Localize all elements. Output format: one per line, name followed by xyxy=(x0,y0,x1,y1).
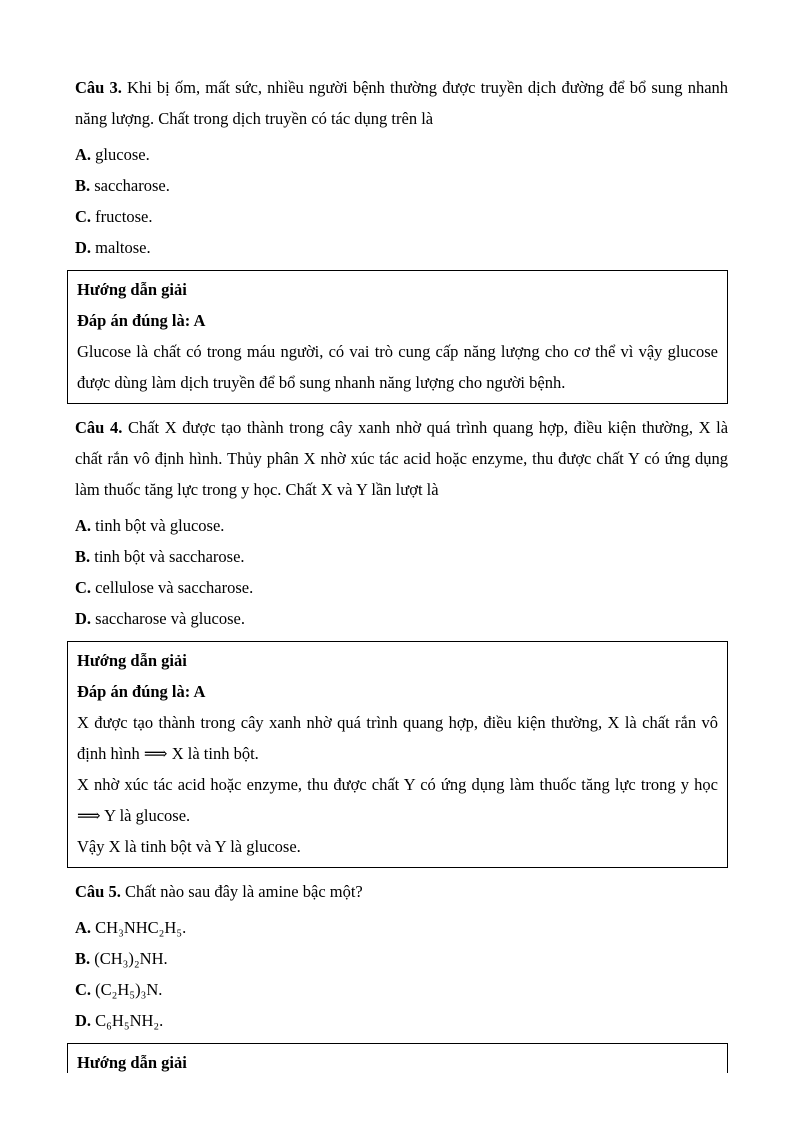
solution-paragraph: Glucose là chất có trong máu người, có vai trò cung cấp năng lượng cho cơ thể vì vậy glucose được dùng làm dịch truyền để bổ sung nhanh năng lượng cho người bệnh. xyxy=(77,342,718,392)
solution-title: Hướng dẫn giải xyxy=(77,651,187,670)
option-text: saccharose và glucose. xyxy=(95,609,245,628)
option-label: C. xyxy=(75,980,92,999)
question-text xyxy=(67,876,728,907)
option-label: D. xyxy=(75,238,92,257)
option-label: C. xyxy=(75,207,92,226)
question-number: Câu 3. xyxy=(75,78,122,97)
question-text xyxy=(67,412,728,505)
option-text: fructose. xyxy=(95,207,153,226)
option-text: maltose. xyxy=(95,238,151,257)
option-label: B. xyxy=(75,547,91,566)
question-4 xyxy=(67,412,728,868)
solution-answer: Đáp án đúng là: A xyxy=(77,311,206,330)
option-text: (CH₃)₂NH. xyxy=(94,949,168,968)
option-text: glucose. xyxy=(95,145,150,164)
solution-answer: Đáp án đúng là: A xyxy=(77,682,206,701)
option-label: A. xyxy=(75,516,92,535)
option-a xyxy=(67,912,728,943)
option-d xyxy=(67,232,728,263)
solution-box xyxy=(67,270,728,404)
option-text: CH₃NHC₂H₅. xyxy=(95,918,187,937)
option-label: B. xyxy=(75,949,91,968)
solution-title: Hướng dẫn giải xyxy=(77,1053,187,1072)
option-label: B. xyxy=(75,176,91,195)
question-number: Câu 5. xyxy=(75,882,121,901)
option-label: D. xyxy=(75,1011,92,1030)
question-text xyxy=(67,72,728,134)
solution-title: Hướng dẫn giải xyxy=(77,280,187,299)
option-c xyxy=(67,201,728,232)
option-text: tinh bột và glucose. xyxy=(95,516,225,535)
option-label: C. xyxy=(75,578,92,597)
option-b xyxy=(67,541,728,572)
option-text: (C₂H₅)₃N. xyxy=(95,980,163,999)
option-c xyxy=(67,572,728,603)
option-b xyxy=(67,943,728,974)
option-a xyxy=(67,139,728,170)
option-label: A. xyxy=(75,918,92,937)
option-d xyxy=(67,1005,728,1036)
solution-paragraph: X nhờ xúc tác acid hoặc enzyme, thu được chất Y có ứng dụng làm thuốc tăng lực trong y học ⟹ Y là glucose. xyxy=(77,775,718,825)
option-b xyxy=(67,170,728,201)
option-a xyxy=(67,510,728,541)
solution-box xyxy=(67,641,728,868)
option-text: saccharose. xyxy=(94,176,170,195)
option-text: C₆H₅NH₂. xyxy=(95,1011,164,1030)
question-body: Khi bị ốm, mất sức, nhiều người bệnh thường được truyền dịch đường để bổ sung nhanh năng lượng. Chất trong dịch truyền có tác dụng trên là xyxy=(75,78,729,128)
option-label: A. xyxy=(75,145,92,164)
option-c xyxy=(67,974,728,1005)
option-d xyxy=(67,603,728,634)
question-body: Chất nào sau đây là amine bậc một? xyxy=(124,882,363,901)
solution-paragraph: Vậy X là tinh bột và Y là glucose. xyxy=(77,837,301,856)
solution-box-truncated xyxy=(67,1043,728,1073)
question-body: Chất X được tạo thành trong cây xanh nhờ quá trình quang hợp, điều kiện thường, X là chất rắn vô định hình. Thủy phân X nhờ xúc tác acid hoặc enzyme, thu được chất Y có ứng dụng làm thuốc tăng lực trong y học. Chất X và Y lần lượt là xyxy=(75,418,729,499)
solution-paragraph: X được tạo thành trong cây xanh nhờ quá trình quang hợp, điều kiện thường, X là chất rắn vô định hình ⟹ X là tinh bột. xyxy=(77,713,718,763)
option-text: tinh bột và saccharose. xyxy=(94,547,245,566)
question-5 xyxy=(67,876,728,1073)
question-3 xyxy=(67,72,728,404)
option-label: D. xyxy=(75,609,92,628)
option-text: cellulose và saccharose. xyxy=(95,578,254,597)
question-number: Câu 4. xyxy=(75,418,123,437)
